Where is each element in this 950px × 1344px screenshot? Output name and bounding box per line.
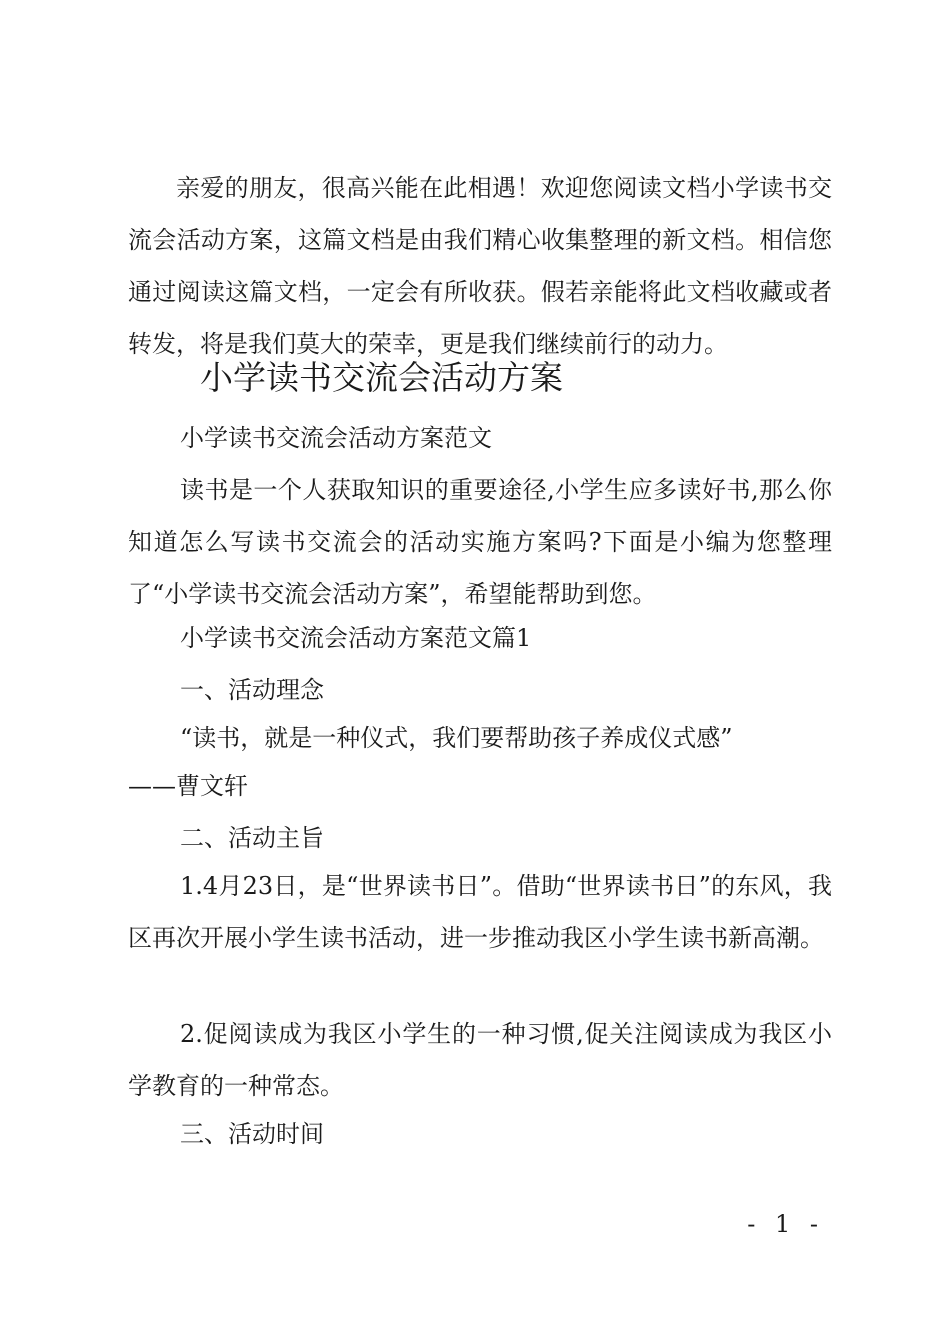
heading-activity-purpose: 二、活动主旨 xyxy=(180,824,324,852)
list-item-2: 2.促阅读成为我区小学生的一种习惯,促关注阅读成为我区小学教育的一种常态。 xyxy=(128,1020,832,1100)
page-number: - 1 - xyxy=(747,1210,824,1238)
subtitle: 小学读书交流会活动方案范文 xyxy=(180,424,492,452)
document-title: 小学读书交流会活动方案 xyxy=(200,358,563,397)
section-title: 小学读书交流会活动方案范文篇1 xyxy=(180,624,532,652)
quote-text: “读书，就是一种仪式，我们要帮助孩子养成仪式感” xyxy=(180,724,733,752)
paragraph-intro-text: 读书是一个人获取知识的重要途径,小学生应多读好书,那么你知道怎么写读书交流会的活动实施方案吗?下面是小编为您整理了“小学读书交流会活动方案”，希望能帮助到您。 xyxy=(128,476,832,608)
heading-activity-time: 三、活动时间 xyxy=(180,1120,324,1148)
intro-paragraph: 亲爱的朋友，很高兴能在此相遇！欢迎您阅读文档小学读书交流会活动方案，这篇文档是由我们精心收集整理的新文档。相信您通过阅读这篇文档，一定会有所收获。假若亲能将此文档收藏或者转发，将是我们莫大的荣幸，更是我们继续前行的动力。 xyxy=(128,174,832,358)
list-item-1: 1.4月23日，是“世界读书日”。借助“世界读书日”的东风，我区再次开展小学生读书活动，进一步推动我区小学生读书新高潮。 xyxy=(128,872,832,952)
quote-author: ——曹文轩 xyxy=(128,772,248,800)
heading-activity-concept: 一、活动理念 xyxy=(180,676,324,704)
